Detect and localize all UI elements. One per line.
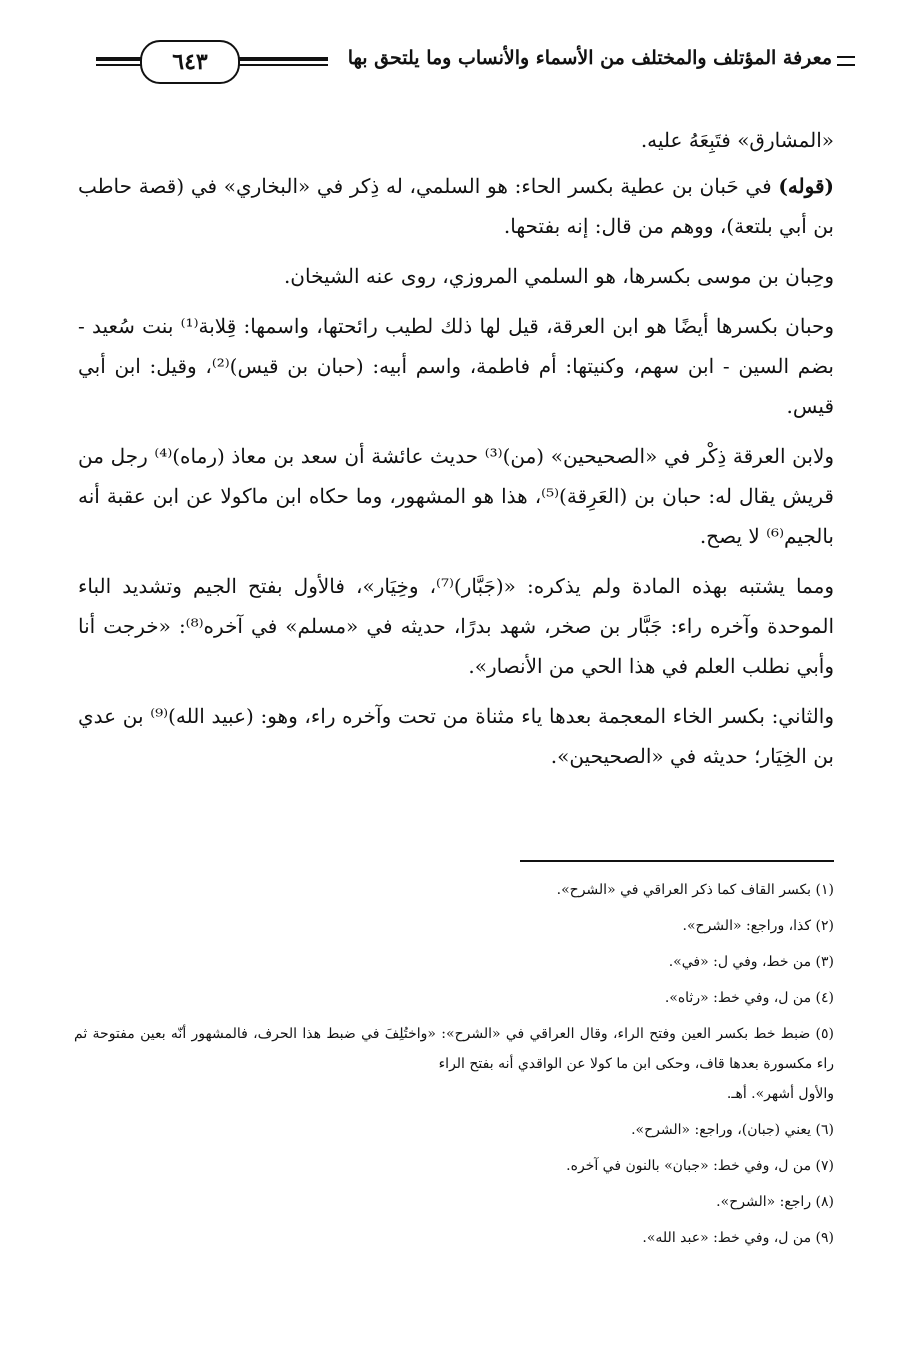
footnote-9: (٩) من ل، وفي خط: «عبد الله». <box>642 1230 834 1246</box>
header-ornament-right <box>837 56 855 66</box>
paragraph-1: «المشارق» فتَبِعَهُ عليه. <box>640 128 834 152</box>
footnote-7: (٧) من ل، وفي خط: «جبان» بالنون في آخره. <box>566 1158 834 1174</box>
paragraph-6: ومما يشتبه بهذه المادة ولم يذكره: «(جَبَّار)⁽⁷⁾، وخِيَار»، فالأول بفتح الجيم وتشديد الباء الموحدة وآخره راء: جَبَّار بن صخر، شهد بدرًا، حديثه في «مسلم» في آخره⁽⁸⁾: «خرجت أنا وأبي نطلب العلم في هذا الحي من الأنصار». <box>78 574 835 678</box>
footnote-4: (٤) من ل، وفي خط: «رثاه». <box>664 990 834 1006</box>
footnote-5: (٥) ضبط خط بكسر العين وفتح الراء، وقال العراقي في «الشرح»: «واختُلِفَ في ضبط هذا الحرف، فالمشهور أنّه بعين مفتوحة ثم راء مكسورة بعدها قاف، وحكى ابن ما كولا عن الواقدي أنه بفتح الراء <box>74 1026 834 1072</box>
paragraph-2-text: في حَبان بن عطية بكسر الحاء: هو السلمي، له ذِكر في «البخاري» في (قصة حاطب بن أبي بلتعة)، ووهم من قال: إنه بفتحها. <box>78 174 834 238</box>
paragraph-2 <box>78 166 834 246</box>
footnote-separator <box>520 860 834 862</box>
footnote-2: (٢) كذا، وراجع: «الشرح». <box>682 918 834 934</box>
paragraph-7: والثاني: بكسر الخاء المعجمة بعدها ياء مثناة من تحت وآخره راء، وهو: (عبيد الله)⁽⁹⁾ بن عدي بن الخِيَار؛ حديثه في «الصحيحين». <box>78 704 834 768</box>
footnote-5-continuation: والأول أشهر». أهـ. <box>726 1086 834 1102</box>
header-rule-left-thin <box>96 64 142 66</box>
paragraph-4: وحبان بكسرها أيضًا هو ابن العرقة، قيل لها ذلك لطيب رائحتها، واسمها: قِلابة⁽¹⁾ بنت سُعيد - بضم السين - ابن سهم، وكنيتها: أم فاطمة، واسم أبيه: (حبان بن قيس)⁽²⁾، وقيل: ابن أبي قيس. <box>78 314 835 418</box>
header-rule-middle <box>236 57 328 61</box>
header-rule-left <box>96 57 142 61</box>
running-header-title: معرفة المؤتلف والمختلف من الأسماء والأنساب وما يلتحق بها <box>347 47 832 69</box>
footnotes <box>74 875 834 1259</box>
paragraph-2-lead: (قوله) <box>778 174 834 198</box>
footnote-1: (١) بكسر القاف كما ذكر العراقي في «الشرح». <box>556 882 834 898</box>
page-number-badge <box>140 40 240 84</box>
footnote-6: (٦) يعني (جبان)، وراجع: «الشرح». <box>631 1122 834 1138</box>
paragraph-5: ولابن العرقة ذِكْر في «الصحيحين» (من)⁽³⁾ حديث عائشة أن سعد بن معاذ (رماه)⁽⁴⁾ رجل من قريش يقال له: حبان بن (العَرِقة)⁽⁵⁾، هذا هو المشهور، وما حكاه ابن ماكولا عن ابن عقبة أنه بالجيم⁽⁶⁾ لا يصح. <box>78 444 835 548</box>
main-text <box>78 120 834 786</box>
page-number: ٦٤٣ <box>172 49 208 75</box>
footnote-8: (٨) راجع: «الشرح». <box>716 1194 834 1210</box>
header-rule-middle-thin <box>236 64 328 66</box>
paragraph-3: وحِبان بن موسى بكسرها، هو السلمي المروزي، روى عنه الشيخان. <box>283 264 834 288</box>
footnote-3: (٣) من خط، وفي ل: «في». <box>668 954 834 970</box>
